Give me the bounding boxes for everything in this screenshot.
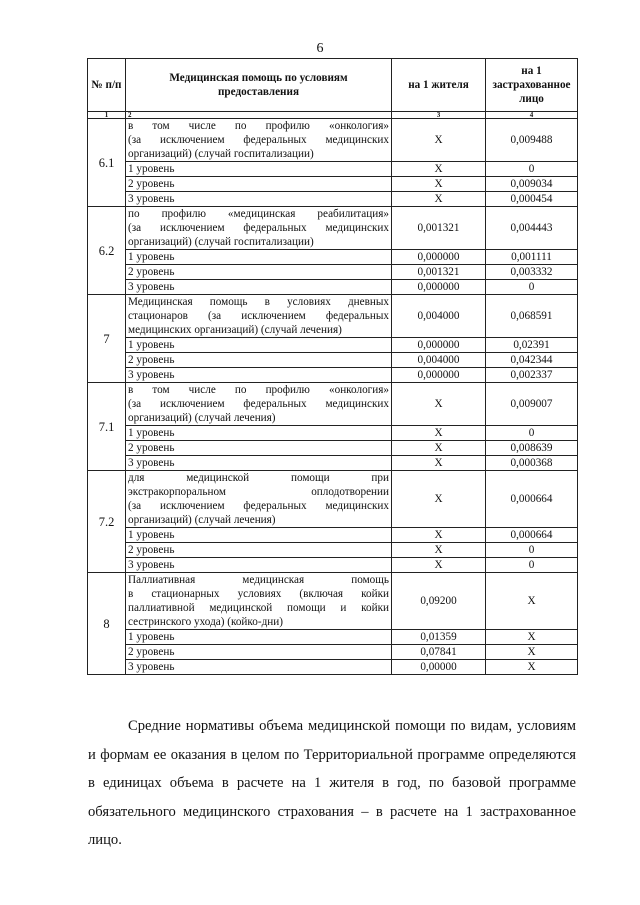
level-per-resident: X — [392, 192, 486, 207]
per-insured-value: 0,009007 — [486, 383, 578, 426]
level-label: 2 уровень — [126, 645, 392, 660]
section-number: 6.1 — [88, 119, 126, 207]
level-per-insured: 0 — [486, 280, 578, 295]
header-per-insured: на 1 застрахованное лицо — [486, 59, 578, 112]
section-row — [88, 471, 578, 528]
level-per-resident: 0,000000 — [392, 280, 486, 295]
header-per-resident: на 1 жителя — [392, 59, 486, 112]
level-per-resident: 0,000000 — [392, 250, 486, 265]
level-per-resident: 0,00000 — [392, 660, 486, 675]
per-resident-value: X — [392, 119, 486, 162]
header-num: № п/п — [88, 59, 126, 112]
level-row — [88, 645, 578, 660]
section-number: 8 — [88, 573, 126, 675]
level-row — [88, 250, 578, 265]
description-line: Паллиативная медицинская помощь — [128, 574, 389, 586]
page-number: 6 — [316, 41, 324, 56]
level-row — [88, 338, 578, 353]
per-resident-value: 0,004000 — [392, 295, 486, 338]
per-resident-value: X — [392, 471, 486, 528]
section-description — [126, 295, 392, 338]
level-row — [88, 368, 578, 383]
level-per-resident: 0,07841 — [392, 645, 486, 660]
level-label: 2 уровень — [126, 353, 392, 368]
level-label: 3 уровень — [126, 368, 392, 383]
level-row — [88, 660, 578, 675]
description-line: в том числе по профилю «онкология» — [128, 120, 389, 132]
level-per-insured: 0,001111 — [486, 250, 578, 265]
level-per-insured: 0,000664 — [486, 528, 578, 543]
section-description — [126, 383, 392, 426]
description-line: (за исключением федеральных медицинских — [128, 222, 389, 234]
section-description — [126, 207, 392, 250]
level-row — [88, 265, 578, 280]
description-line: в том числе по профилю «онкология» — [128, 384, 389, 396]
level-per-resident: X — [392, 528, 486, 543]
level-label: 2 уровень — [126, 265, 392, 280]
description-line: (за исключением федеральных медицинских — [128, 134, 389, 146]
per-insured-value: 0,000664 — [486, 471, 578, 528]
description-line: (за исключением федеральных медицинских — [128, 500, 389, 512]
level-per-insured: 0,02391 — [486, 338, 578, 353]
description-line: в стационарных условиях (включая койки — [128, 588, 389, 600]
per-resident-value: X — [392, 383, 486, 426]
level-per-insured: X — [486, 660, 578, 675]
level-per-insured: 0 — [486, 426, 578, 441]
body-paragraph: Средние нормативы объема медицинской помощи по видам, условиям и формам ее оказания в целом по Территориальной программе определяются в единицах объема в расчете на 1 жителя в год, по базовой программе обязательного медицинского страхования – в расчете на 1 застрахованное лицо. — [88, 718, 576, 848]
level-label: 2 уровень — [126, 441, 392, 456]
level-row — [88, 528, 578, 543]
level-per-resident: X — [392, 441, 486, 456]
level-per-resident: 0,01359 — [392, 630, 486, 645]
level-per-resident: 0,001321 — [392, 265, 486, 280]
level-per-resident: X — [392, 558, 486, 573]
table-body — [88, 119, 578, 675]
per-insured-value: 0,068591 — [486, 295, 578, 338]
level-row — [88, 192, 578, 207]
level-per-insured: 0 — [486, 162, 578, 177]
level-per-resident: X — [392, 543, 486, 558]
care-volume-table — [87, 58, 578, 675]
level-per-insured: 0,000454 — [486, 192, 578, 207]
level-per-insured: 0 — [486, 543, 578, 558]
level-per-resident: X — [392, 456, 486, 471]
table-header-row — [88, 59, 578, 112]
section-row — [88, 295, 578, 338]
level-per-insured: 0,000368 — [486, 456, 578, 471]
description-line: организаций) (случай лечения) — [128, 514, 276, 526]
description-line: паллиативной медицинской помощи и койки — [128, 602, 389, 614]
level-per-insured: 0,002337 — [486, 368, 578, 383]
description-line: (за исключением федеральных медицинских — [128, 398, 389, 410]
level-per-insured: X — [486, 630, 578, 645]
level-row — [88, 162, 578, 177]
description-line: по профилю «медицинская реабилитация» — [128, 208, 389, 220]
level-per-insured: X — [486, 645, 578, 660]
description-line: стационаров (за исключением федеральных — [128, 310, 389, 322]
level-label: 1 уровень — [126, 630, 392, 645]
section-row — [88, 383, 578, 426]
level-row — [88, 280, 578, 295]
per-insured-value: 0,009488 — [486, 119, 578, 162]
section-number: 7.2 — [88, 471, 126, 573]
level-per-insured: 0 — [486, 558, 578, 573]
section-row — [88, 119, 578, 162]
level-row — [88, 177, 578, 192]
per-insured-value: 0,004443 — [486, 207, 578, 250]
level-per-insured: 0,003332 — [486, 265, 578, 280]
level-per-resident: 0,000000 — [392, 368, 486, 383]
section-number: 7.1 — [88, 383, 126, 471]
section-description — [126, 119, 392, 162]
per-resident-value: 0,001321 — [392, 207, 486, 250]
level-row — [88, 456, 578, 471]
per-insured-value: X — [486, 573, 578, 630]
section-number: 7 — [88, 295, 126, 383]
level-row — [88, 353, 578, 368]
level-per-insured: 0,042344 — [486, 353, 578, 368]
header-care: Медицинская помощь по условиям предоставления — [126, 59, 392, 112]
column-number-row — [88, 112, 578, 119]
level-per-insured: 0,009034 — [486, 177, 578, 192]
section-description — [126, 471, 392, 528]
level-per-resident: X — [392, 426, 486, 441]
description-line: организаций) (случай лечения) — [128, 412, 276, 424]
level-label: 3 уровень — [126, 558, 392, 573]
level-label: 1 уровень — [126, 162, 392, 177]
per-resident-value: 0,09200 — [392, 573, 486, 630]
level-label: 2 уровень — [126, 543, 392, 558]
level-label: 2 уровень — [126, 177, 392, 192]
col-number: 4 — [486, 112, 578, 119]
col-number: 3 — [392, 112, 486, 119]
col-number: 2 — [126, 112, 392, 119]
description-line: сестринского ухода) (койко-дни) — [128, 616, 283, 628]
description-line: медицинских организаций) (случай лечения) — [128, 324, 342, 336]
level-row — [88, 630, 578, 645]
level-row — [88, 558, 578, 573]
level-row — [88, 441, 578, 456]
section-number: 6.2 — [88, 207, 126, 295]
level-label: 1 уровень — [126, 426, 392, 441]
level-label: 1 уровень — [126, 528, 392, 543]
level-per-resident: X — [392, 177, 486, 192]
level-per-resident: 0,004000 — [392, 353, 486, 368]
description-line: для медицинской помощи при — [128, 472, 389, 484]
level-label: 3 уровень — [126, 280, 392, 295]
level-label: 3 уровень — [126, 660, 392, 675]
description-line: организаций) (случай госпитализации) — [128, 236, 314, 248]
level-row — [88, 543, 578, 558]
level-label: 3 уровень — [126, 192, 392, 207]
level-label: 3 уровень — [126, 456, 392, 471]
section-row — [88, 573, 578, 630]
section-row — [88, 207, 578, 250]
col-number: 1 — [88, 112, 126, 119]
level-per-insured: 0,008639 — [486, 441, 578, 456]
description-line: организаций) (случай госпитализации) — [128, 148, 314, 160]
description-line: Медицинская помощь в условиях дневных — [128, 296, 389, 308]
level-row — [88, 426, 578, 441]
section-description — [126, 573, 392, 630]
level-per-resident: X — [392, 162, 486, 177]
description-line: экстракорпоральном оплодотворении — [128, 486, 389, 498]
level-per-resident: 0,000000 — [392, 338, 486, 353]
level-label: 1 уровень — [126, 250, 392, 265]
level-label: 1 уровень — [126, 338, 392, 353]
